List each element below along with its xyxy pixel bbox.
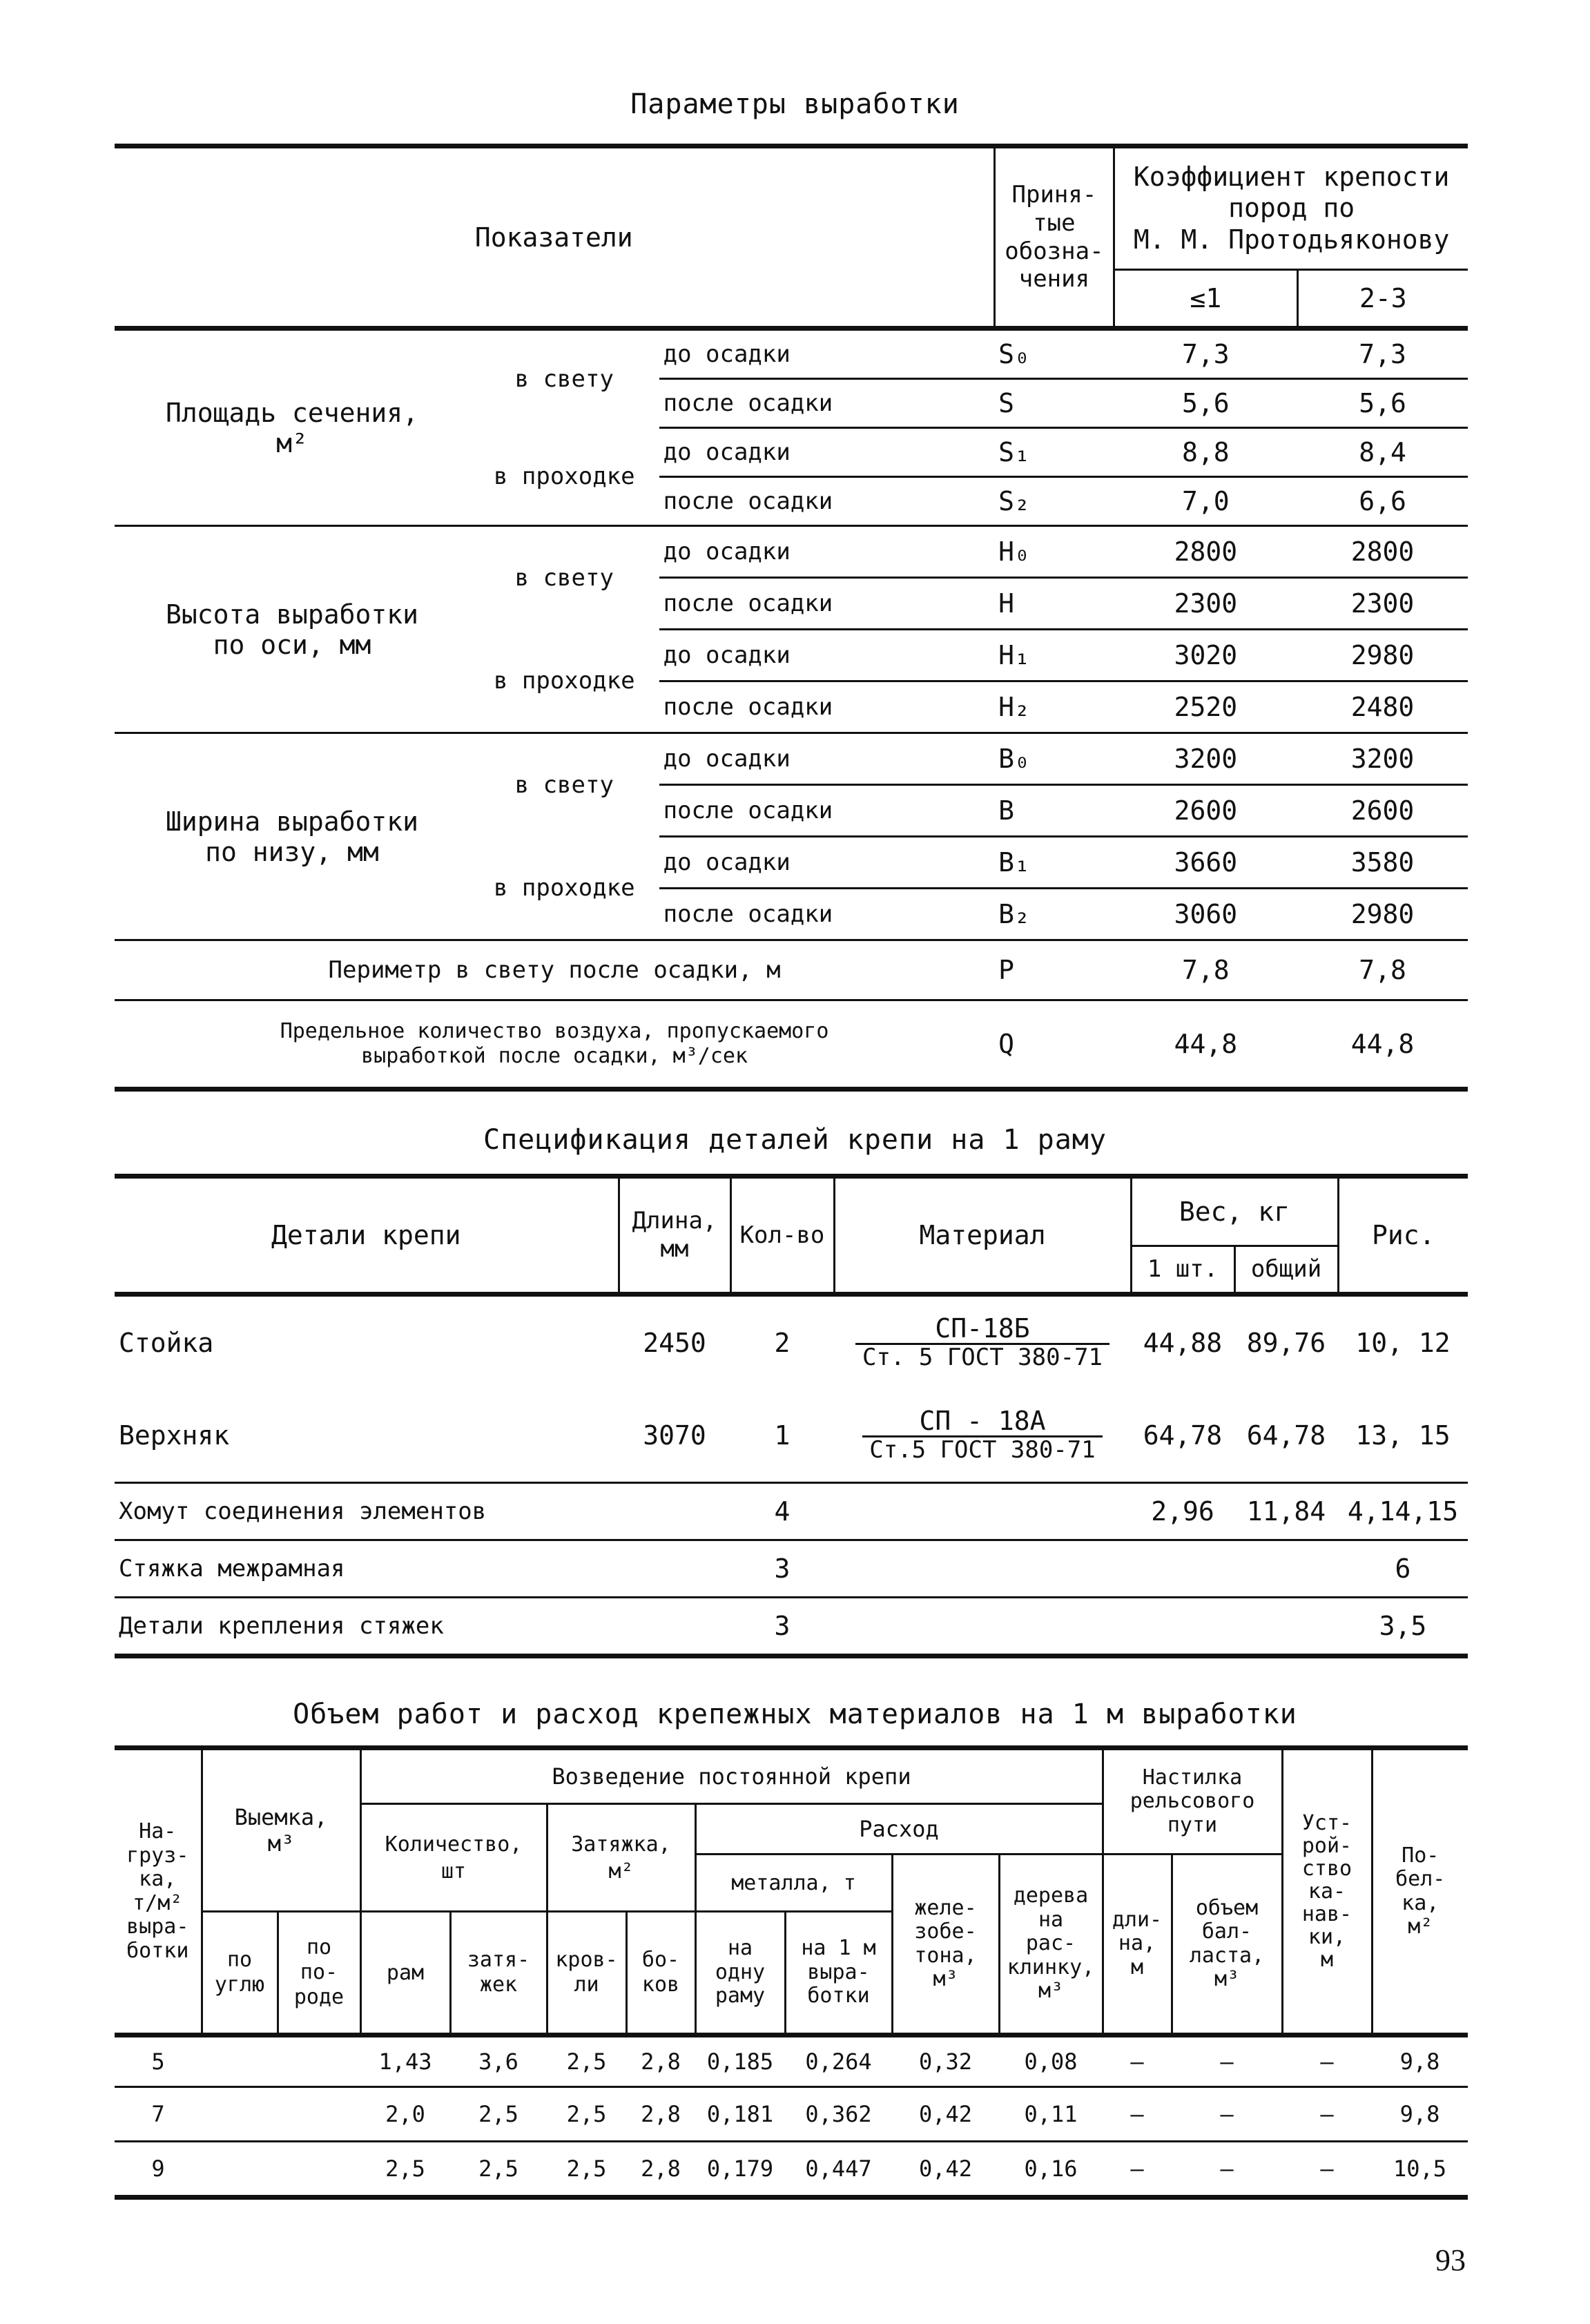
row-symbol: H [994, 578, 1114, 630]
cell [202, 2087, 278, 2142]
spec-weight-total: 64,78 [1246, 1420, 1326, 1451]
group-width-label: Ширина выработки по низу, мм [165, 806, 419, 867]
row-value: 2300 [1114, 578, 1297, 630]
header-laggings: затя- жек [450, 1912, 547, 2035]
header-by-rock: по по- роде [278, 1912, 360, 2035]
group-area-sub2: в проходке [493, 462, 635, 490]
group-height-sub2: в проходке [493, 666, 635, 695]
row-symbol: B₁ [994, 837, 1114, 889]
row-value: 8,4 [1297, 428, 1468, 477]
page-number: 93 [1435, 2243, 1466, 2277]
header-by-coal: по углю [202, 1912, 278, 2035]
material-profile: СП-18Б [855, 1315, 1109, 1346]
cell: – [1320, 2101, 1334, 2127]
cell: 0,16 [1024, 2156, 1078, 2182]
cell: 9,8 [1399, 2101, 1440, 2127]
row-label: после осадки [659, 578, 995, 630]
spec-material [862, 1407, 1103, 1464]
row-label: до осадки [659, 733, 995, 785]
row-value: 7,0 [1182, 486, 1230, 516]
header-weight-total: общий [1234, 1246, 1338, 1294]
spec-qty: 2 [774, 1328, 791, 1358]
cell: – [1220, 2101, 1234, 2127]
cell: 0,42 [918, 2156, 973, 2182]
table3-title: Объем работ и расход крепежных материалов на 1 м выработки [293, 1698, 1297, 1730]
spec-part: Стойка [119, 1328, 214, 1358]
spec-figure: 10, 12 [1355, 1328, 1451, 1358]
row-value: 2520 [1174, 692, 1238, 722]
material-profile: СП - 18А [862, 1407, 1103, 1438]
row-label: после осадки [663, 900, 833, 928]
row-label: после осадки [659, 379, 995, 428]
cell: 0,447 [805, 2156, 872, 2182]
spec-weight-total: 11,84 [1246, 1496, 1326, 1527]
group-height-sub1: в свету [514, 564, 614, 592]
spec-qty: 4 [774, 1496, 791, 1527]
row-value: 2800 [1297, 526, 1468, 578]
perimeter-value: 7,8 [1359, 955, 1406, 985]
spec-figure: 4,14,15 [1347, 1496, 1459, 1527]
spec-figure: 13, 15 [1355, 1420, 1451, 1451]
row-value: 2800 [1114, 526, 1297, 578]
header-weight: Вес, кг [1131, 1176, 1338, 1246]
spec-weight-one: 2,96 [1151, 1496, 1214, 1527]
spec-weight-one: 44,88 [1143, 1328, 1223, 1358]
header-per-meter: на 1 м выра- ботки [785, 1912, 892, 2035]
spec-part: Стяжка межрамная [119, 1555, 345, 1582]
spec-weight-total: 89,76 [1246, 1328, 1326, 1358]
perimeter-symbol: P [998, 955, 1014, 985]
group-height-label: Высота выработки по оси, мм [165, 599, 419, 660]
cell: – [1220, 2049, 1234, 2075]
work-volume-table [115, 1745, 1468, 2200]
cell: 7 [151, 2101, 165, 2127]
cell: 2,5 [566, 2156, 607, 2182]
row-value: 5,6 [1114, 379, 1297, 428]
row-symbol: S₀ [994, 329, 1114, 379]
cell: 0,264 [805, 2049, 872, 2075]
row-value: 5,6 [1297, 379, 1468, 428]
specification-table [115, 1174, 1468, 1658]
cell: 2,0 [385, 2101, 425, 2127]
table1-title: Параметры выработки [630, 88, 960, 120]
cell: 3,6 [478, 2049, 518, 2075]
spec-weight-one: 64,78 [1143, 1420, 1223, 1451]
row-label: после осадки [663, 487, 833, 515]
group-width-sub2: в проходке [493, 873, 635, 902]
table2-title: Спецификация деталей крепи на 1 раму [483, 1124, 1107, 1156]
cell: 2,5 [478, 2156, 518, 2182]
group-width-sub1: в свету [514, 771, 614, 800]
header-wood: дерева на рас- клинку, м³ [999, 1855, 1103, 2035]
spec-part: Детали крепления стяжек [119, 1612, 444, 1640]
row-value: 3200 [1114, 733, 1297, 785]
group-area-label: Площадь сечения, м² [165, 397, 419, 458]
cell: 0,362 [805, 2101, 872, 2127]
header-quantity: Количество, шт [360, 1804, 547, 1912]
header-track-length: дли- на, м [1103, 1855, 1172, 2035]
header-weight-one: 1 шт. [1131, 1246, 1234, 1294]
cell: 9 [151, 2156, 165, 2182]
header-consumption: Расход [695, 1804, 1103, 1855]
row-value: 2300 [1297, 578, 1468, 630]
row-value: 3020 [1114, 630, 1297, 681]
row-value: 3580 [1297, 837, 1468, 889]
cell: – [1320, 2049, 1334, 2075]
row-label: до осадки [659, 837, 995, 889]
row-symbol: B₂ [998, 899, 1030, 929]
perimeter-value: 7,8 [1182, 955, 1230, 985]
header-qty: Кол-во [730, 1176, 834, 1295]
cell: 2,8 [641, 2101, 681, 2127]
cell: 2,8 [641, 2156, 681, 2182]
cell [202, 2142, 278, 2198]
parameters-table [115, 144, 1468, 1092]
row-value: 2600 [1114, 785, 1297, 837]
header-excavation: Выемка, м³ [202, 1748, 360, 1912]
spec-qty: 1 [774, 1420, 791, 1451]
cell: 5 [151, 2049, 165, 2075]
cell: 0,181 [706, 2101, 774, 2127]
header-sides: бо- ков [626, 1912, 695, 2035]
cell: 2,5 [385, 2156, 425, 2182]
row-value: 2980 [1297, 630, 1468, 681]
row-value: 2480 [1350, 692, 1415, 722]
spec-figure: 3,5 [1379, 1611, 1427, 1641]
spec-length: 3070 [643, 1420, 706, 1451]
cell: 0,185 [706, 2049, 774, 2075]
spec-part: Хомут соединения элементов [119, 1498, 487, 1525]
row-symbol: S₂ [998, 486, 1030, 516]
row-symbol: H₁ [994, 630, 1114, 681]
row-value: 2980 [1350, 899, 1415, 929]
row-value: 7,3 [1114, 329, 1297, 379]
header-frames: рам [360, 1912, 450, 2035]
air-label: Предельное количество воздуха, пропускаемого выработкой после осадки, м³/сек [280, 1019, 829, 1068]
spec-qty: 3 [774, 1611, 791, 1641]
cell: 0,42 [918, 2101, 973, 2127]
header-concrete: желе- зобе- тона, м³ [892, 1855, 999, 2035]
cell: 10,5 [1393, 2156, 1447, 2182]
row-symbol: H₂ [998, 692, 1030, 722]
air-value: 44,8 [1350, 1029, 1415, 1059]
cell: 0,11 [1024, 2101, 1078, 2127]
row-value: 2600 [1297, 785, 1468, 837]
cell: 9,8 [1399, 2049, 1440, 2075]
header-col-le1: ≤1 [1114, 270, 1297, 329]
row-symbol: S₁ [994, 428, 1114, 477]
cell: – [1320, 2156, 1334, 2182]
perimeter-label: Периметр в свету после осадки, м [328, 956, 781, 984]
header-roof: кров- ли [547, 1912, 626, 2035]
row-symbol: B₀ [994, 733, 1114, 785]
air-value: 44,8 [1174, 1029, 1238, 1059]
cell: – [1130, 2101, 1144, 2127]
row-symbol: B [994, 785, 1114, 837]
cell: 0,32 [918, 2049, 973, 2075]
spec-material [855, 1315, 1109, 1371]
header-material: Материал [834, 1176, 1131, 1295]
header-coefficient: Коэффициент крепости пород по М. М. Протодьяконову [1114, 146, 1468, 270]
cell: 1,43 [378, 2049, 432, 2075]
cell: – [1220, 2156, 1234, 2182]
header-indicators: Показатели [115, 146, 994, 329]
cell: 0,179 [706, 2156, 774, 2182]
row-value: 6,6 [1359, 486, 1406, 516]
spec-qty: 3 [774, 1553, 791, 1584]
header-lagging: Затяжка, м² [547, 1804, 695, 1912]
row-value: 7,3 [1297, 329, 1468, 379]
row-label: после осадки [659, 785, 995, 837]
header-notation: Приня- тые обозна- чения [994, 146, 1114, 329]
row-value: 8,8 [1114, 428, 1297, 477]
header-track: Настилка рельсового пути [1103, 1748, 1282, 1855]
cell: 2,5 [566, 2101, 607, 2127]
row-value: 3660 [1114, 837, 1297, 889]
row-value: 3200 [1297, 733, 1468, 785]
cell [278, 2035, 360, 2087]
header-per-frame: на одну раму [695, 1912, 785, 2035]
header-ditch: Уст- рой- ство ка- нав- ки, м [1282, 1748, 1372, 2035]
row-label: до осадки [659, 630, 995, 681]
air-symbol: Q [998, 1029, 1014, 1059]
header-col-2-3: 2-3 [1359, 283, 1407, 313]
spec-length: 2450 [643, 1328, 706, 1358]
header-part: Детали крепи [115, 1176, 619, 1295]
spec-figure: 6 [1395, 1553, 1411, 1584]
row-label: до осадки [659, 428, 995, 477]
cell: 2,5 [478, 2101, 518, 2127]
cell: 0,08 [1024, 2049, 1078, 2075]
group-area-sub1: в свету [514, 365, 614, 394]
header-ballast: объем бал- ласта, м³ [1172, 1855, 1282, 2035]
row-label: до осадки [659, 329, 995, 379]
row-label: до осадки [659, 526, 995, 578]
material-standard: Ст. 5 ГОСТ 380-71 [862, 1344, 1103, 1372]
row-label: после осадки [663, 693, 833, 721]
row-value: 3060 [1174, 899, 1238, 929]
cell [202, 2035, 278, 2087]
header-load: На- груз- ка, т/м² выра- ботки [115, 1748, 202, 2035]
cell: – [1130, 2156, 1144, 2182]
row-symbol: H₀ [994, 526, 1114, 578]
spec-part: Верхняк [119, 1420, 230, 1451]
row-symbol: S [994, 379, 1114, 428]
cell [278, 2142, 360, 2198]
header-figure: Рис. [1371, 1220, 1435, 1250]
header-metal: металла, т [695, 1855, 892, 1912]
cell [278, 2087, 360, 2142]
cell: 2,8 [641, 2049, 681, 2075]
header-construction: Возведение постоянной крепи [360, 1748, 1103, 1804]
header-length: Длина, мм [619, 1176, 730, 1295]
material-standard: Ст.5 ГОСТ 380-71 [869, 1436, 1096, 1464]
cell: 2,5 [566, 2049, 607, 2075]
cell: – [1130, 2049, 1144, 2075]
header-whitewash: По- бел- ка, м² [1395, 1843, 1446, 1939]
